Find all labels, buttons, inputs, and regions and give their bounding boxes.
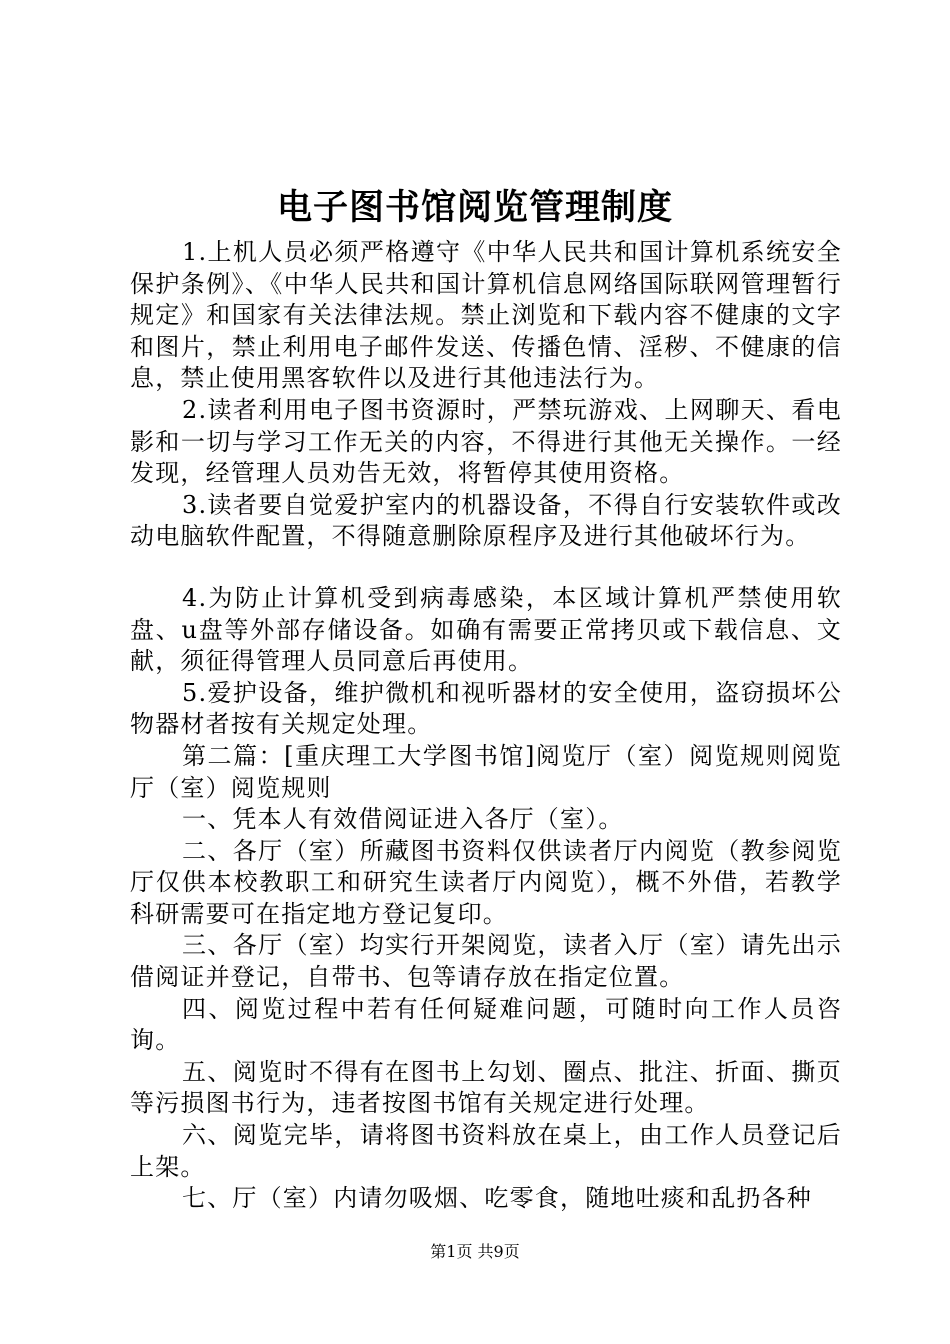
page-number-footer: 第1页 共9页 (430, 1242, 520, 1261)
paragraph: 二、各厅（室）所藏图书资料仅供读者厅内阅览（教参阅览厅仅供本校教职工和研究生读者厅内阅览），概不外借，若教学科研需要可在指定地方登记复印。 (130, 836, 842, 928)
paragraph: 4.为防止计算机受到病毒感染，本区域计算机严禁使用软盘、u盘等外部存储设备。如确有需要正常拷贝或下载信息、文献，须征得管理人员同意后再使用。 (130, 583, 842, 676)
paragraph: 七、厅（室）内请勿吸烟、吃零食，随地吐痰和乱扔各种 (182, 1184, 812, 1213)
paragraph: 5.爱护设备，维护微机和视听器材的安全使用，盗窃损坏公物器材者按有关规定处理。 (130, 678, 842, 739)
paragraph: 3.读者要自觉爱护室内的机器设备，不得自行安装软件或改动电脑软件配置，不得随意删除原程序及进行其他破坏行为。 (130, 490, 842, 551)
paragraph-spacer (130, 553, 842, 583)
paragraph: 六、阅览完毕，请将图书资料放在桌上，由工作人员登记后上架。 (130, 1121, 842, 1181)
section-heading: 第二篇：[重庆理工大学图书馆]阅览厅（室）阅览规则阅览厅（室）阅览规则 (130, 741, 842, 802)
paragraph: 五、阅览时不得有在图书上勾划、圈点、批注、折面、撕页等污损图书行为，违者按图书馆有关规定进行处理。 (130, 1057, 842, 1118)
paragraph: 一、凭本人有效借阅证进入各厅（室）。 (182, 805, 624, 834)
document-body (130, 237, 842, 1215)
paragraph: 2.读者利用电子图书资源时，严禁玩游戏、上网聊天、看电影和一切与学习工作无关的内容，不得进行其他无关操作。一经发现，经管理人员劝告无效，将暂停其使用资格。 (130, 395, 842, 488)
page-title: 电子图书馆阅览管理制度 (276, 187, 673, 228)
paragraph: 1.上机人员必须严格遵守《中华人民共和国计算机系统安全保护条例》、《中华人民共和国计算机信息网络国际联网管理暂行规定》和国家有关法律法规。禁止浏览和下载内容不健康的文字和图片，禁止利用电子邮件发送、传播色情、淫秽、不健康的信息，禁止使用黑客软件以及进行其他违法行为。 (130, 238, 842, 393)
paragraph: 三、各厅（室）均实行开架阅览，读者入厅（室）请先出示借阅证并登记，自带书、包等请存放在指定位置。 (130, 931, 842, 992)
paragraph: 四、阅览过程中若有任何疑难问题，可随时向工作人员咨询。 (130, 994, 842, 1055)
